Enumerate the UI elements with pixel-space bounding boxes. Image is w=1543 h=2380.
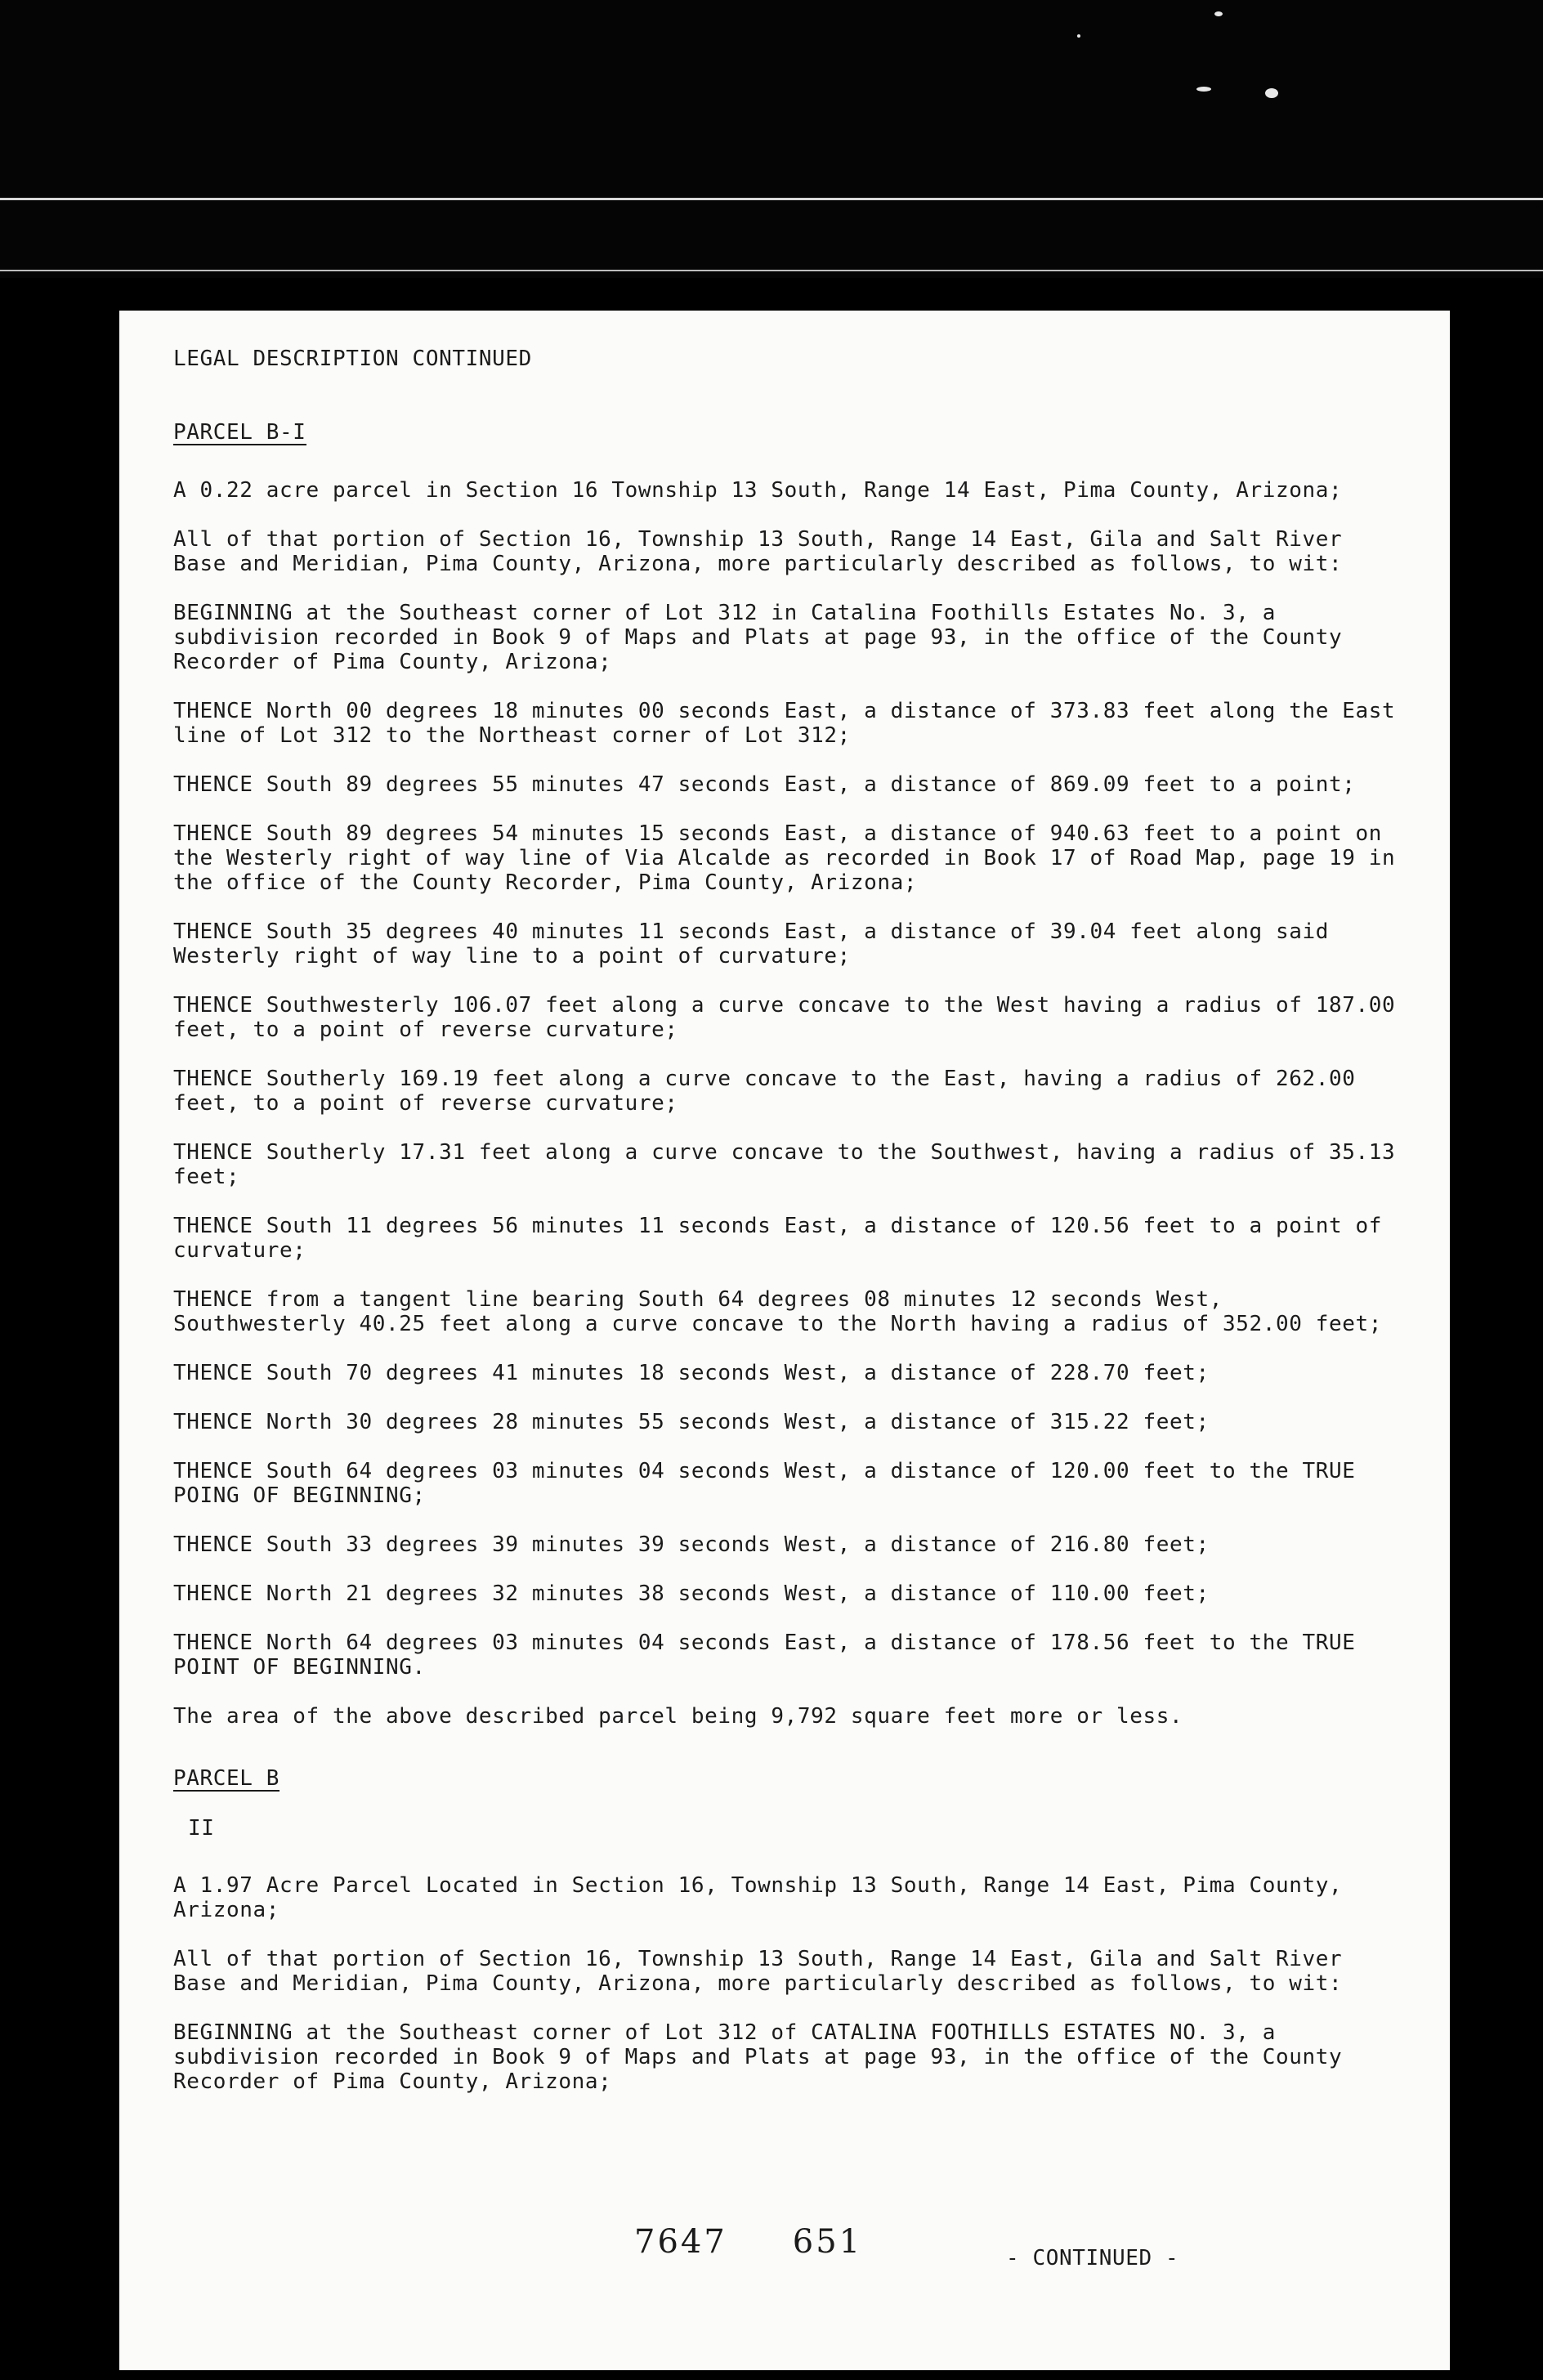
legal-paragraph: All of that portion of Section 16, Township 13 South, Range 14 East, Gila and Salt River Base and Meridian, Pima County, Arizona, more particularly described as follows, to wit: — [173, 527, 1343, 576]
legal-paragraph: THENCE North 00 degrees 18 minutes 00 seconds East, a distance of 373.83 feet along the East line of Lot 312 to the Northeast corner of Lot 312; — [173, 699, 1396, 748]
page-number: 651 — [792, 2223, 863, 2261]
legal-paragraph: THENCE South 89 degrees 55 minutes 47 seconds East, a distance of 869.09 feet to a point; — [173, 772, 1356, 797]
legal-paragraph: All of that portion of Section 16, Township 13 South, Range 14 East, Gila and Salt River Base and Meridian, Pima County, Arizona, more particularly described as follows, to wit: — [173, 1947, 1343, 1996]
legal-paragraph: THENCE from a tangent line bearing South 64 degrees 08 minutes 12 seconds West, Southwesterly 40.25 feet along a curve concave to the North having a radius of 352.00 feet; — [173, 1287, 1383, 1336]
legal-paragraph: A 1.97 Acre Parcel Located in Section 16, Township 13 South, Range 14 East, Pima County, Arizona; — [173, 1873, 1343, 1922]
legal-paragraph: THENCE Southwesterly 106.07 feet along a curve concave to the West having a radius of 187.00 feet, to a point of reverse curvature; — [173, 993, 1396, 1042]
legal-paragraph: THENCE South 70 degrees 41 minutes 18 seconds West, a distance of 228.70 feet; — [173, 1361, 1210, 1385]
scan-speck — [1265, 88, 1278, 98]
scan-speck — [1196, 87, 1211, 92]
legal-paragraph: BEGINNING at the Southeast corner of Lot 312 in Catalina Foothills Estates No. 3, a subdivision recorded in Book 9 of Maps and Plats at page 93, in the office of the County Recorder of Pima County, Arizona; — [173, 601, 1343, 674]
scan-speck — [1214, 11, 1223, 16]
legal-paragraph: THENCE South 89 degrees 54 minutes 15 seconds East, a distance of 940.63 feet to a point on the Westerly right of way line of Via Alcalde as recorded in Book 17 of Road Map, page 19 in the office of the County Recorder, Pima County, Arizona; — [173, 821, 1396, 895]
recording-number — [634, 2223, 928, 2261]
legal-description — [173, 347, 1399, 2118]
scan-top-band — [0, 0, 1543, 278]
continued-marker: - CONTINUED - — [1006, 2246, 1179, 2270]
document-page — [119, 311, 1450, 2370]
legal-paragraph: THENCE North 30 degrees 28 minutes 55 seconds West, a distance of 315.22 feet; — [173, 1410, 1210, 1434]
legal-paragraph: THENCE South 35 degrees 40 minutes 11 seconds East, a distance of 39.04 feet along said Westerly right of way line to a point of curvature; — [173, 919, 1330, 969]
legal-paragraph: THENCE South 33 degrees 39 minutes 39 seconds West, a distance of 216.80 feet; — [173, 1532, 1210, 1557]
scan-artifact-line — [0, 270, 1543, 271]
legal-paragraph: The area of the above described parcel being 9,792 square feet more or less. — [173, 1704, 1183, 1729]
legal-paragraph: THENCE South 64 degrees 03 minutes 04 seconds West, a distance of 120.00 feet to the TRUE POING OF BEGINNING; — [173, 1459, 1356, 1508]
parcel-b1-body — [173, 478, 1399, 1729]
legal-paragraph: A 0.22 acre parcel in Section 16 Township 13 South, Range 14 East, Pima County, Arizona; — [173, 478, 1343, 503]
legal-paragraph: THENCE North 64 degrees 03 minutes 04 seconds East, a distance of 178.56 feet to the TRUE POINT OF BEGINNING. — [173, 1631, 1356, 1680]
parcel-b2-body — [173, 1873, 1399, 2094]
scan-speck — [1077, 34, 1080, 38]
page-heading: LEGAL DESCRIPTION CONTINUED — [173, 347, 532, 371]
book-number: 7647 — [634, 2223, 727, 2261]
legal-paragraph: THENCE Southerly 169.19 feet along a curve concave to the East, having a radius of 262.00 feet, to a point of reverse curvature; — [173, 1067, 1356, 1116]
legal-paragraph: THENCE North 21 degrees 32 minutes 38 seconds West, a distance of 110.00 feet; — [173, 1581, 1210, 1606]
legal-paragraph: THENCE Southerly 17.31 feet along a curve concave to the Southwest, having a radius of 35.13 feet; — [173, 1140, 1396, 1189]
legal-paragraph: BEGINNING at the Southeast corner of Lot 312 of CATALINA FOOTHILLS ESTATES NO. 3, a subdivision recorded in Book 9 of Maps and Plats at page 93, in the office of the County Recorder of Pima County, Arizona; — [173, 2020, 1343, 2094]
scan-artifact-line — [0, 198, 1543, 200]
parcel-b2-numeral: II — [188, 1816, 215, 1841]
parcel-b1-title: PARCEL B-I — [173, 420, 306, 445]
legal-paragraph: THENCE South 11 degrees 56 minutes 11 seconds East, a distance of 120.56 feet to a point of curvature; — [173, 1214, 1383, 1263]
parcel-b2-title: PARCEL B — [173, 1766, 280, 1791]
